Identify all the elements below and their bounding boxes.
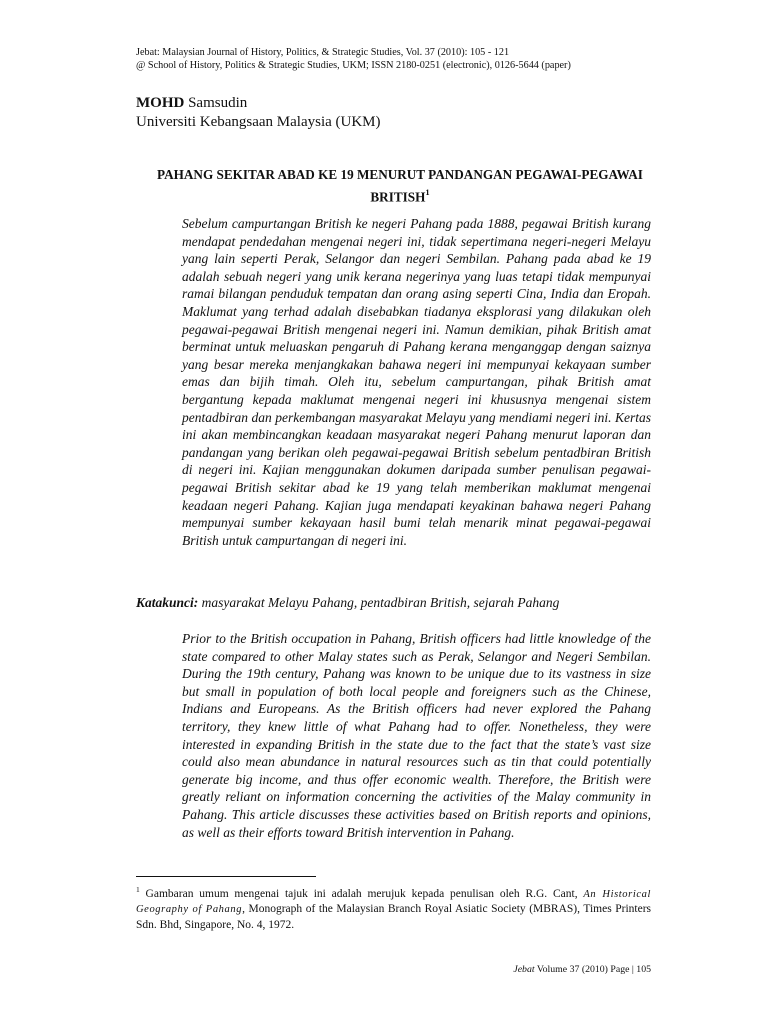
article-title-text: PAHANG SEKITAR ABAD KE 19 MENURUT PANDANGAN PEGAWAI-PEGAWAI BRITISH [157,167,643,205]
author-first-name: MOHD [136,95,185,111]
footer-volume-page: Volume 37 (2010) Page | 105 [534,964,651,975]
keywords-line [136,594,696,612]
author-block [136,94,381,131]
footnote-divider [136,876,316,877]
title-footnote-marker: 1 [425,187,430,197]
journal-citation-line: Jebat: Malaysian Journal of History, Politics, & Strategic Studies, Vol. 37 (2010): 105 - 121 [136,47,510,58]
keywords-text: masyarakat Melayu Pahang, pentadbiran British, sejarah Pahang [198,595,560,610]
author-surname: Samsudin [188,95,248,111]
footnote [136,882,651,933]
abstract-malay: Sebelum campurtangan British ke negeri Pahang pada 1888, pegawai British kurang mendapat pendedahan mengenai negeri ini, tidak sepertimana negeri-negeri Melayu yang lain seperti Perak, Selangor dan negeri Sembilan. Pahang pada abad ke 19 adalah sebuah negeri yang unik kerana negerinya yang luas tetapi tidak mempunyai ramai bilangan penduduk tempatan dan orang asing seperti Cina, India dan Eropah. Maklumat yang terhad adalah disebabkan tiadanya eksplorasi yang dilakukan oleh pegawai-pegawai British mengenai negeri ini. Namun demikian, pihak British amat berminat untuk meluaskan pengaruh di Pahang kerana menganggap dengan saiznya yang besar mereka menjangkakan bahawa negeri ini mempunyai kekayaan sumber emas dan bijih timah. Oleh itu, sebelum campurtangan, pihak British amat bergantung kepada maklumat mengenai negeri ini khususnya mengenai sistem pentadbiran dan perkembangan masyarakat Melayu yang mendiami negeri ini. Kertas ini akan membincangkan keadaan masyarakat negeri Pahang menurut laporan dan pandangan yang berikan oleh pegawai-pegawai British sebelum pentadbiran British di negeri ini. Kajian menggunakan dokumen daripada sumber penulisan pegawai-pegawai British sekitar abad ke 19 yang telah memberikan maklumat mengenai keadaan negeri Pahang. Kajian juga mendapati keyakinan bahawa negeri Pahang mempunyai sumber kekayaan hasil bumi telah menarik minat pegawai-pegawai British untuk campurtangan di negeri ini. [182,216,651,548]
journal-issn-line: @ School of History, Politics & Strategic Studies, UKM; ISSN 2180-0251 (electronic), 0126-5644 (paper) [136,60,571,71]
footnote-marker: 1 [136,885,140,894]
abstract-english: Prior to the British occupation in Pahang, British officers had little knowledge of the state compared to other Malay states such as Perak, Selangor and Negeri Sembilan. During the 19th century, Pahang was known to be unique due to its vastness in size but small in population of both local people and foreigners such as the Chinese, Indians and Europeans. As the British officers had never explored the Pahang territory, they knew little of what Pahang had to offer. Nonetheless, they were interested in expanding British in the state due to the fact that the state’s vast size could also mean abundance in natural resources such as tin that could potentially generate big income, and thus offer economic wealth. Therefore, the British were greatly reliant on information concerning the activities of the Malay community in Pahang. This article discusses these activities based on British reports and opinions, as well as their efforts toward British intervention in Pahang. [182,631,651,840]
article-title [150,166,650,206]
author-affiliation: Universiti Kebangsaan Malaysia (UKM) [136,113,381,130]
journal-header [136,46,676,72]
footnote-prefix: Gambaran umum mengenai tajuk ini adalah merujuk kepada penulisan oleh R.G. Cant, [139,887,584,900]
footnote-suffix: , Monograph of the Malaysian Branch Royal Asiatic Society (MBRAS), Times Printers Sdn. Bhd, Singapore, No. 4, 1972. [136,903,651,931]
author-name [136,94,381,113]
footer-journal-name: Jebat [513,964,535,975]
page-footer [513,964,651,976]
keywords-label: Katakunci: [136,595,199,610]
footnote-book-title: An Historical Geography of Pahang [136,888,651,916]
